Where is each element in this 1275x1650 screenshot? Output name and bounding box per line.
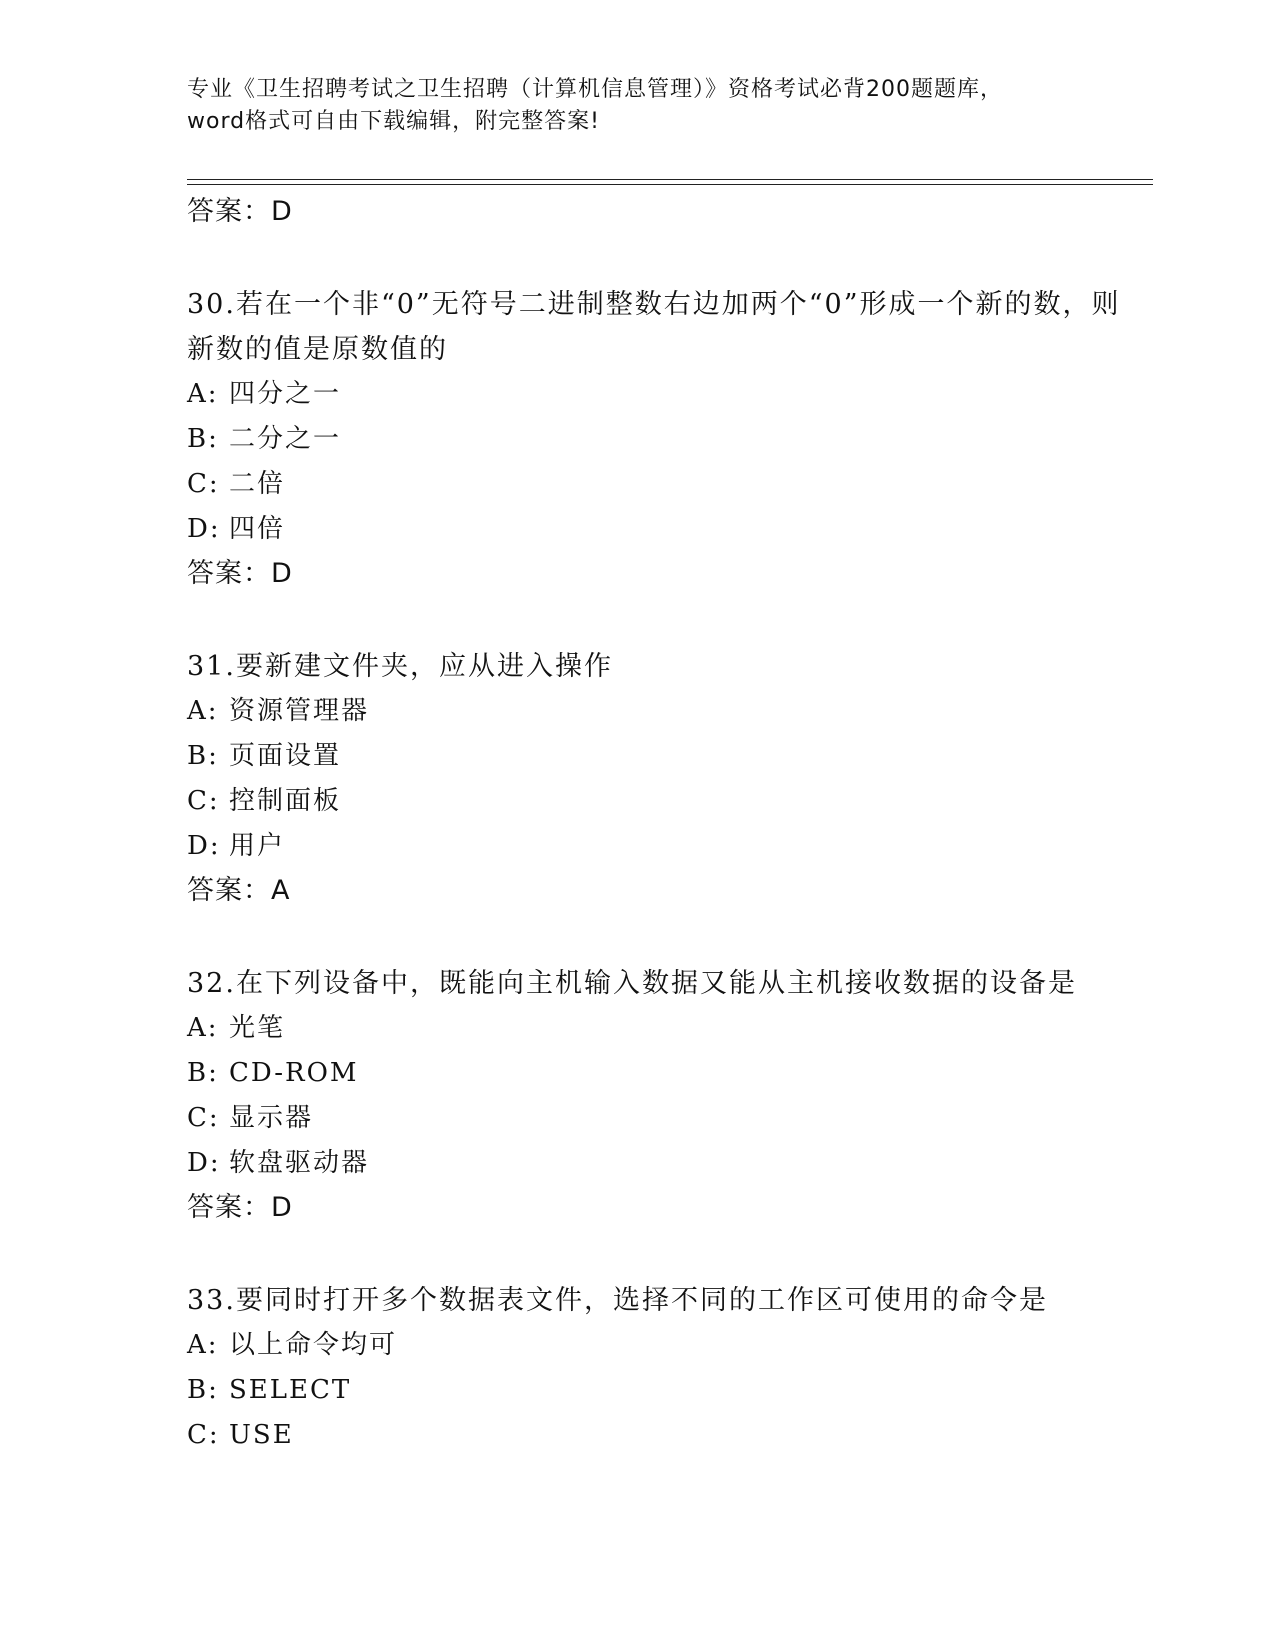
question-32 — [187, 961, 1147, 1230]
option-key: B: — [187, 424, 219, 454]
option-a — [187, 1323, 1147, 1368]
option-d — [187, 1141, 1147, 1186]
header-divider-top — [187, 179, 1153, 180]
question-30 — [187, 282, 1147, 596]
question-text: 31.要新建文件夹，应从进入操作 — [187, 651, 613, 682]
answer-line: 答案：D — [187, 558, 293, 589]
option-c — [187, 1413, 1147, 1458]
option-text: 以上命令均可 — [229, 1330, 398, 1360]
option-text: 光笔 — [229, 1013, 286, 1043]
header-divider-bottom — [187, 184, 1153, 185]
document-header — [187, 74, 1087, 138]
option-key: D: — [187, 1148, 221, 1178]
option-key: C: — [187, 1420, 220, 1450]
option-c — [187, 1096, 1147, 1141]
option-b — [187, 1051, 1147, 1096]
option-b — [187, 734, 1147, 779]
option-text: 显示器 — [229, 1103, 314, 1133]
option-text: 四倍 — [229, 514, 286, 544]
option-text: SELECT — [229, 1375, 352, 1405]
question-text: 30.若在一个非“0”无符号二进制整数右边加两个“0”形成一个新的数，则新数的值是原数值的 — [187, 289, 1121, 365]
option-key: A: — [187, 696, 219, 726]
option-b — [187, 1368, 1147, 1413]
option-key: B: — [187, 1058, 219, 1088]
question-text: 32.在下列设备中，既能向主机输入数据又能从主机接收数据的设备是 — [187, 968, 1077, 999]
option-text: USE — [229, 1420, 294, 1450]
option-b — [187, 417, 1147, 462]
option-c — [187, 779, 1147, 824]
question-list — [187, 190, 1147, 1458]
option-key: B: — [187, 1375, 219, 1405]
option-key: D: — [187, 831, 221, 861]
option-text: 四分之一 — [229, 379, 342, 409]
option-key: A: — [187, 1330, 219, 1360]
option-key: C: — [187, 1103, 220, 1133]
option-a — [187, 372, 1147, 417]
option-a — [187, 689, 1147, 734]
option-text: 资源管理器 — [229, 696, 370, 726]
option-text: 页面设置 — [229, 741, 342, 771]
answer-line: 答案：A — [187, 875, 291, 906]
option-key: A: — [187, 1013, 219, 1043]
option-text: 二分之一 — [229, 424, 342, 454]
option-d — [187, 824, 1147, 869]
option-a — [187, 1006, 1147, 1051]
option-key: C: — [187, 469, 220, 499]
option-text: 软盘驱动器 — [229, 1148, 370, 1178]
question-33 — [187, 1278, 1147, 1458]
option-key: D: — [187, 514, 221, 544]
option-c — [187, 462, 1147, 507]
answer-line: 答案：D — [187, 1192, 293, 1223]
option-text: 二倍 — [229, 469, 286, 499]
answer-line: 答案：D — [187, 196, 293, 227]
question-text: 33.要同时打开多个数据表文件，选择不同的工作区可使用的命令是 — [187, 1285, 1048, 1316]
option-text: CD-ROM — [229, 1058, 359, 1088]
option-key: C: — [187, 786, 220, 816]
header-line-2: word格式可自由下载编辑，附完整答案! — [187, 109, 600, 134]
question-31 — [187, 644, 1147, 913]
option-text: 用户 — [229, 831, 286, 861]
option-d — [187, 507, 1147, 552]
header-line-1: 专业《卫生招聘考试之卫生招聘（计算机信息管理）》资格考试必背200题题库， — [187, 77, 1003, 102]
option-text: 控制面板 — [229, 786, 342, 816]
option-key: A: — [187, 379, 219, 409]
option-key: B: — [187, 741, 219, 771]
